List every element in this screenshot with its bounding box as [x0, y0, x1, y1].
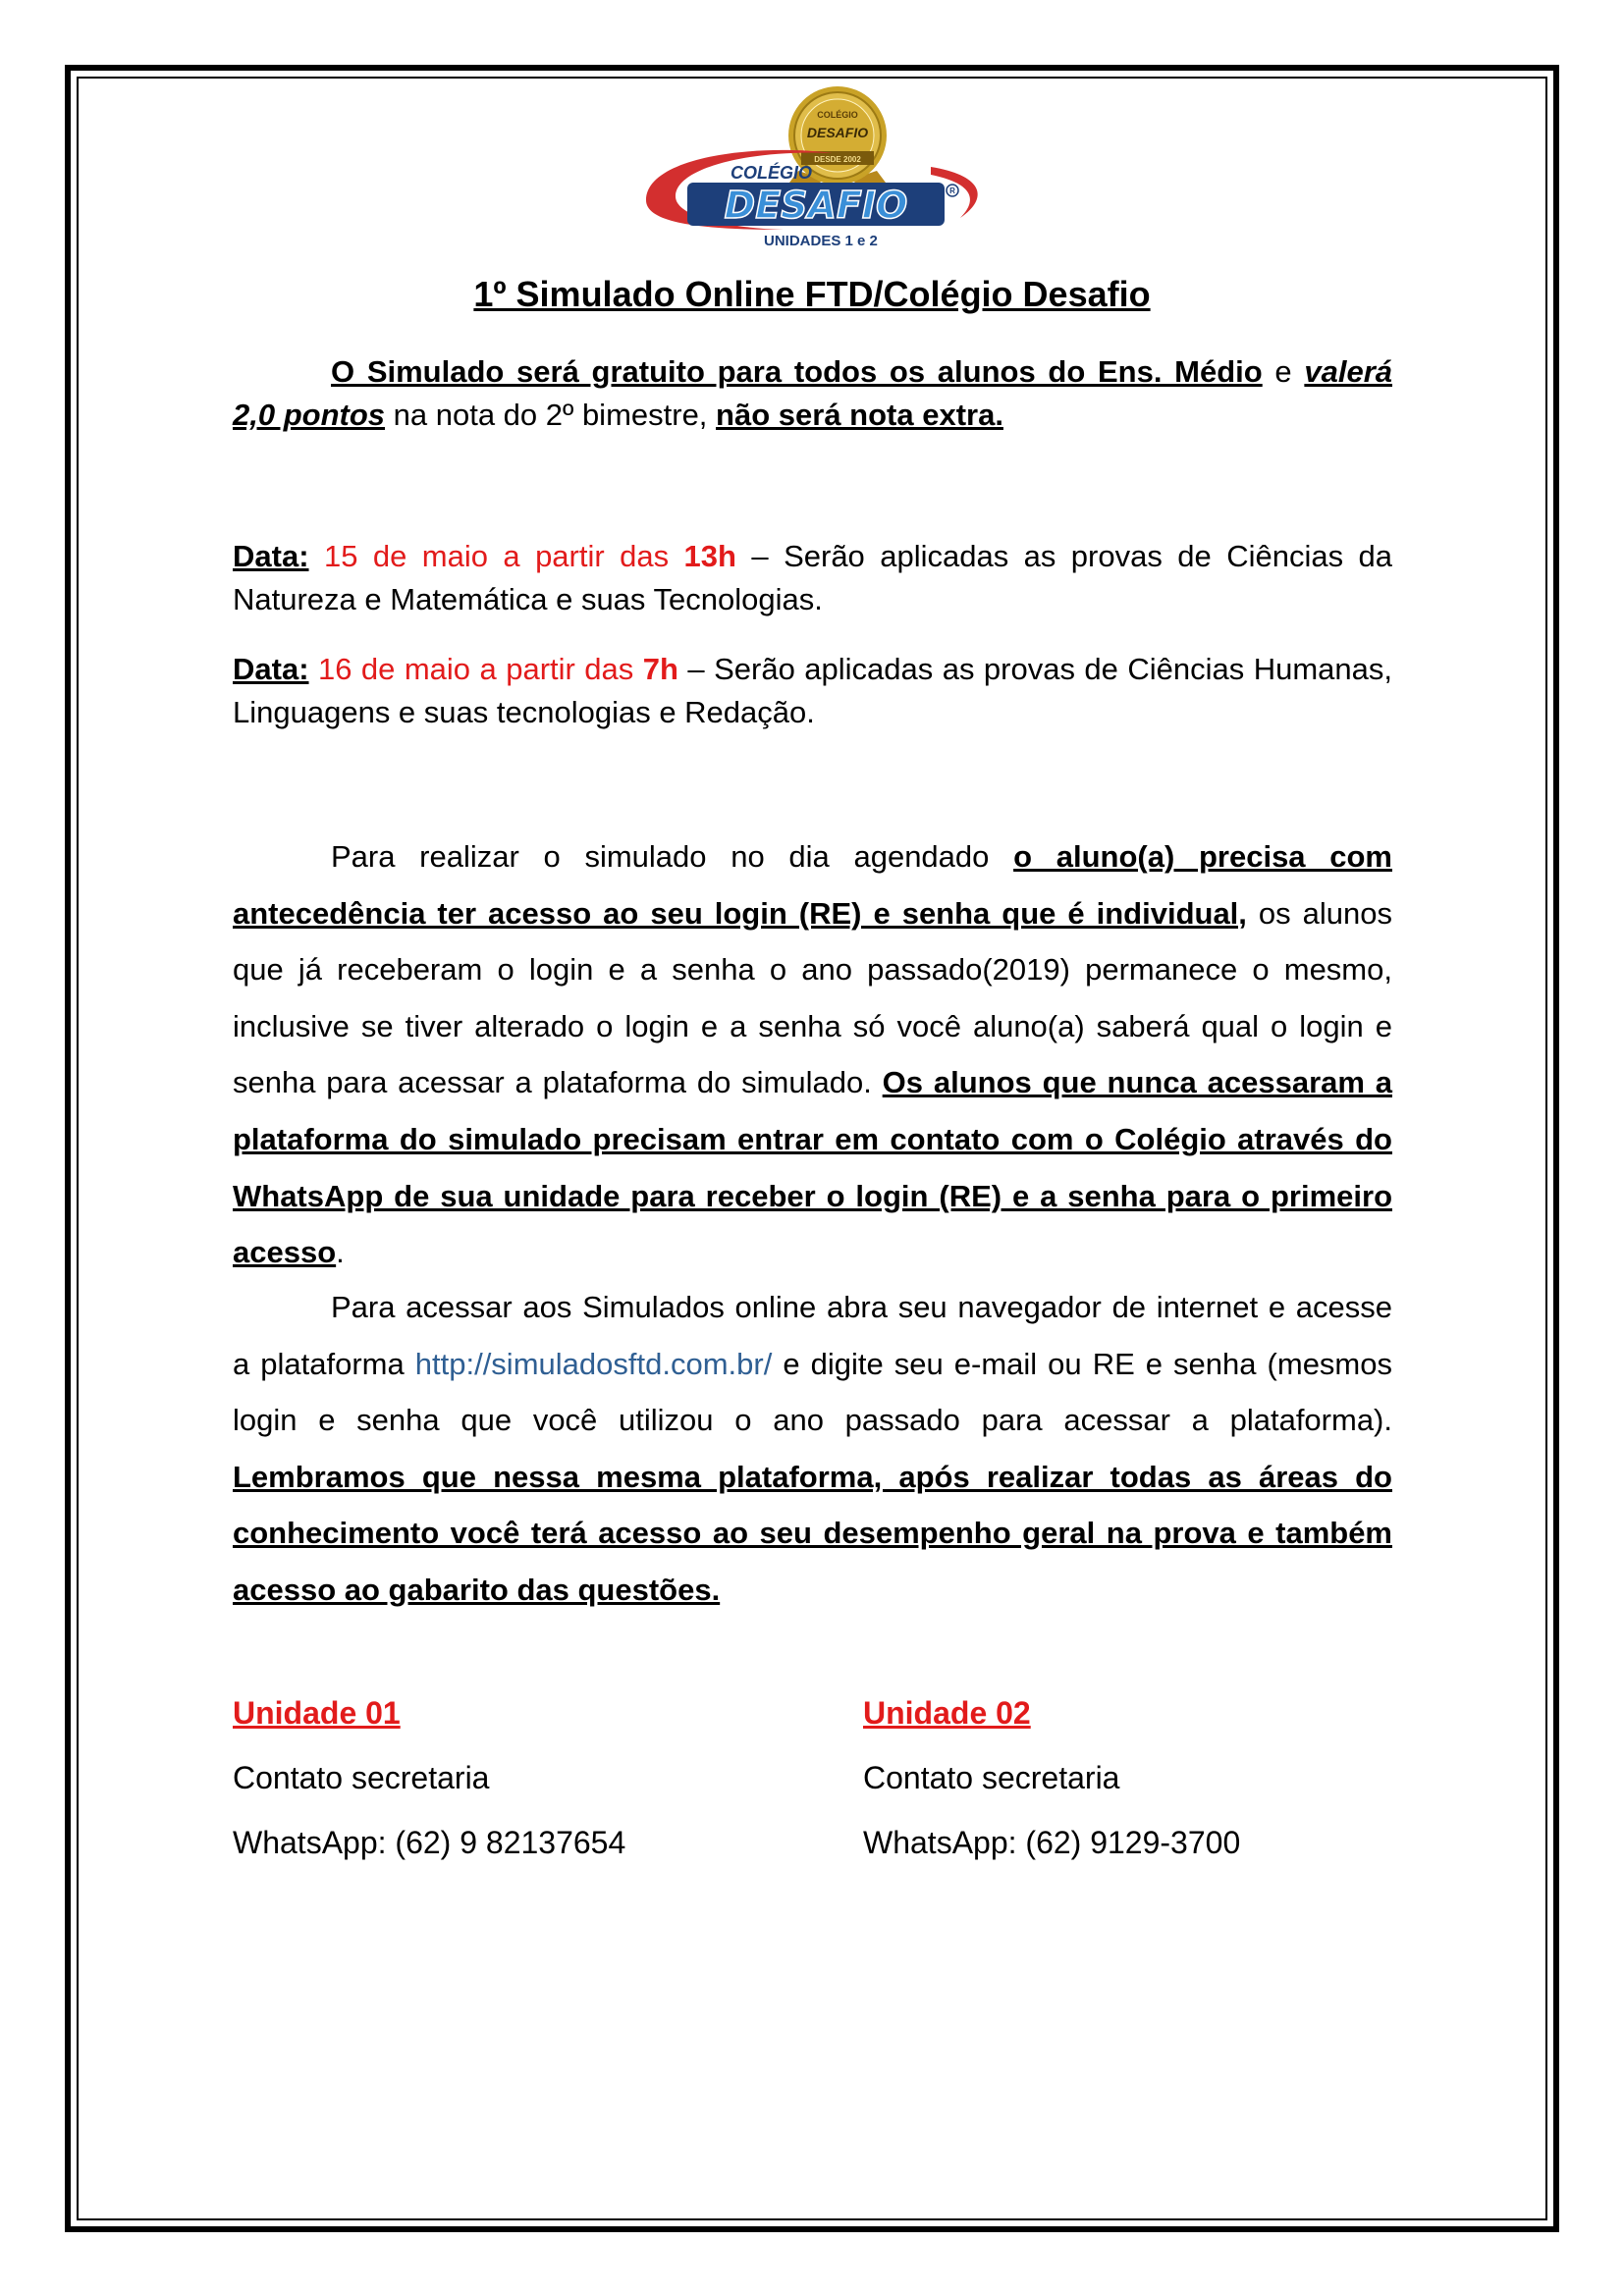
date-hour: 7h — [642, 652, 678, 686]
date-label: Data: — [233, 652, 309, 686]
unit-title: Unidade 02 — [863, 1695, 1031, 1731]
instructions-paragraph: Para realizar o simulado no dia agendado o aluno(a) precisa com antecedência ter acesso ao seu login (RE) e senha que é individual, os alunos que já receberam o login e a senha o ano passado(2019) permanece o mesmo, inclusive se tiver alterado o login e a senha só você aluno(a) saberá qual o login e senha para acessar a plataforma do simulado. Os alunos que nunca acessaram a plataforma do simulado precisam entrar em contato com o Colégio através do WhatsApp de sua unidade para receber o login (RE) e a senha para o primeiro acesso. — [233, 839, 1392, 1270]
intro-paragraph: O Simulado será gratuito para todos os alunos do Ens. Médio e valerá 2,0 pontos na nota do 2º bimestre, não será nota extra. — [233, 354, 1393, 432]
svg-text:UNIDADES 1 e 2: UNIDADES 1 e 2 — [764, 233, 878, 249]
date-paragraph-1 — [233, 535, 1392, 621]
colegio-desafio-logo — [636, 80, 1000, 255]
intro-not-extra-text: não será nota extra. — [716, 398, 1003, 432]
unit-contact-block-2 — [863, 1681, 1240, 1875]
svg-text:DESAFIO: DESAFIO — [806, 125, 869, 140]
svg-text:COLÉGIO: COLÉGIO — [731, 163, 813, 183]
svg-text:COLÉGIO: COLÉGIO — [817, 110, 858, 120]
page-title: 1º Simulado Online FTD/Colégio Desafio — [473, 274, 1151, 314]
first-access-text: Os alunos que nunca acessaram a plataforma do simulado precisam entrar em contato com o Colégio através do WhatsApp de sua unidade para receber o login (RE) e a senha para o primeiro acesso — [233, 1065, 1392, 1270]
performance-note-text: Lembramos que nessa mesma plataforma, após realizar todas as áreas do conhecimento você terá acesso ao seu desempenho geral na prova e também acesso ao gabarito das questões. — [233, 1459, 1392, 1607]
svg-text:DESAFIO: DESAFIO — [724, 184, 908, 227]
brand-wordmark — [687, 183, 958, 227]
date-hour: 13h — [683, 539, 736, 573]
date-when: 15 de maio a partir das — [308, 539, 684, 573]
unit-title: Unidade 01 — [233, 1695, 401, 1731]
date-paragraph-2 — [233, 648, 1392, 734]
date-description: – Serão aplicadas as provas de Ciências Humanas, Linguagens e suas tecnologias e Redação. — [233, 652, 1393, 729]
access-paragraph: Para acessar aos Simulados online abra seu navegador de internet e acesse a plataforma http://simuladosftd.com.br/ e digite seu e-mail ou RE e senha (mesmos login e senha que você utilizou o ano passado para acessar a plataforma). Lembramos que nessa mesma plataforma, após realizar todas as áreas do conhecimento você terá acesso ao seu desempenho geral na prova e também acesso ao gabarito das questões. — [233, 1290, 1392, 1607]
unit-contact-label: Contato secretaria — [863, 1760, 1120, 1795]
unit-whatsapp: WhatsApp: (62) 9129-3700 — [863, 1825, 1241, 1860]
date-description: – Serão aplicadas as provas de Ciências da Natureza e Matemática e suas Tecnologias. — [233, 539, 1392, 616]
svg-text:R: R — [949, 187, 955, 195]
unit-contact-label: Contato secretaria — [233, 1760, 490, 1795]
date-label: Data: — [233, 539, 309, 573]
date-when: 16 de maio a partir das — [308, 652, 643, 686]
unit-whatsapp: WhatsApp: (62) 9 82137654 — [233, 1825, 626, 1860]
login-requirement-text: o aluno(a) precisa com antecedência ter acesso ao seu login (RE) e senha que é individual, — [233, 839, 1392, 931]
intro-free-text: O Simulado será gratuito para todos os alunos do Ens. Médio — [331, 354, 1263, 389]
unit-contact-block-1 — [233, 1681, 625, 1875]
svg-text:DESDE 2002: DESDE 2002 — [814, 155, 861, 164]
intro-points-text: valerá 2,0 pontos — [233, 354, 1393, 432]
platform-link[interactable]: http://simuladosftd.com.br/ — [414, 1346, 773, 1381]
